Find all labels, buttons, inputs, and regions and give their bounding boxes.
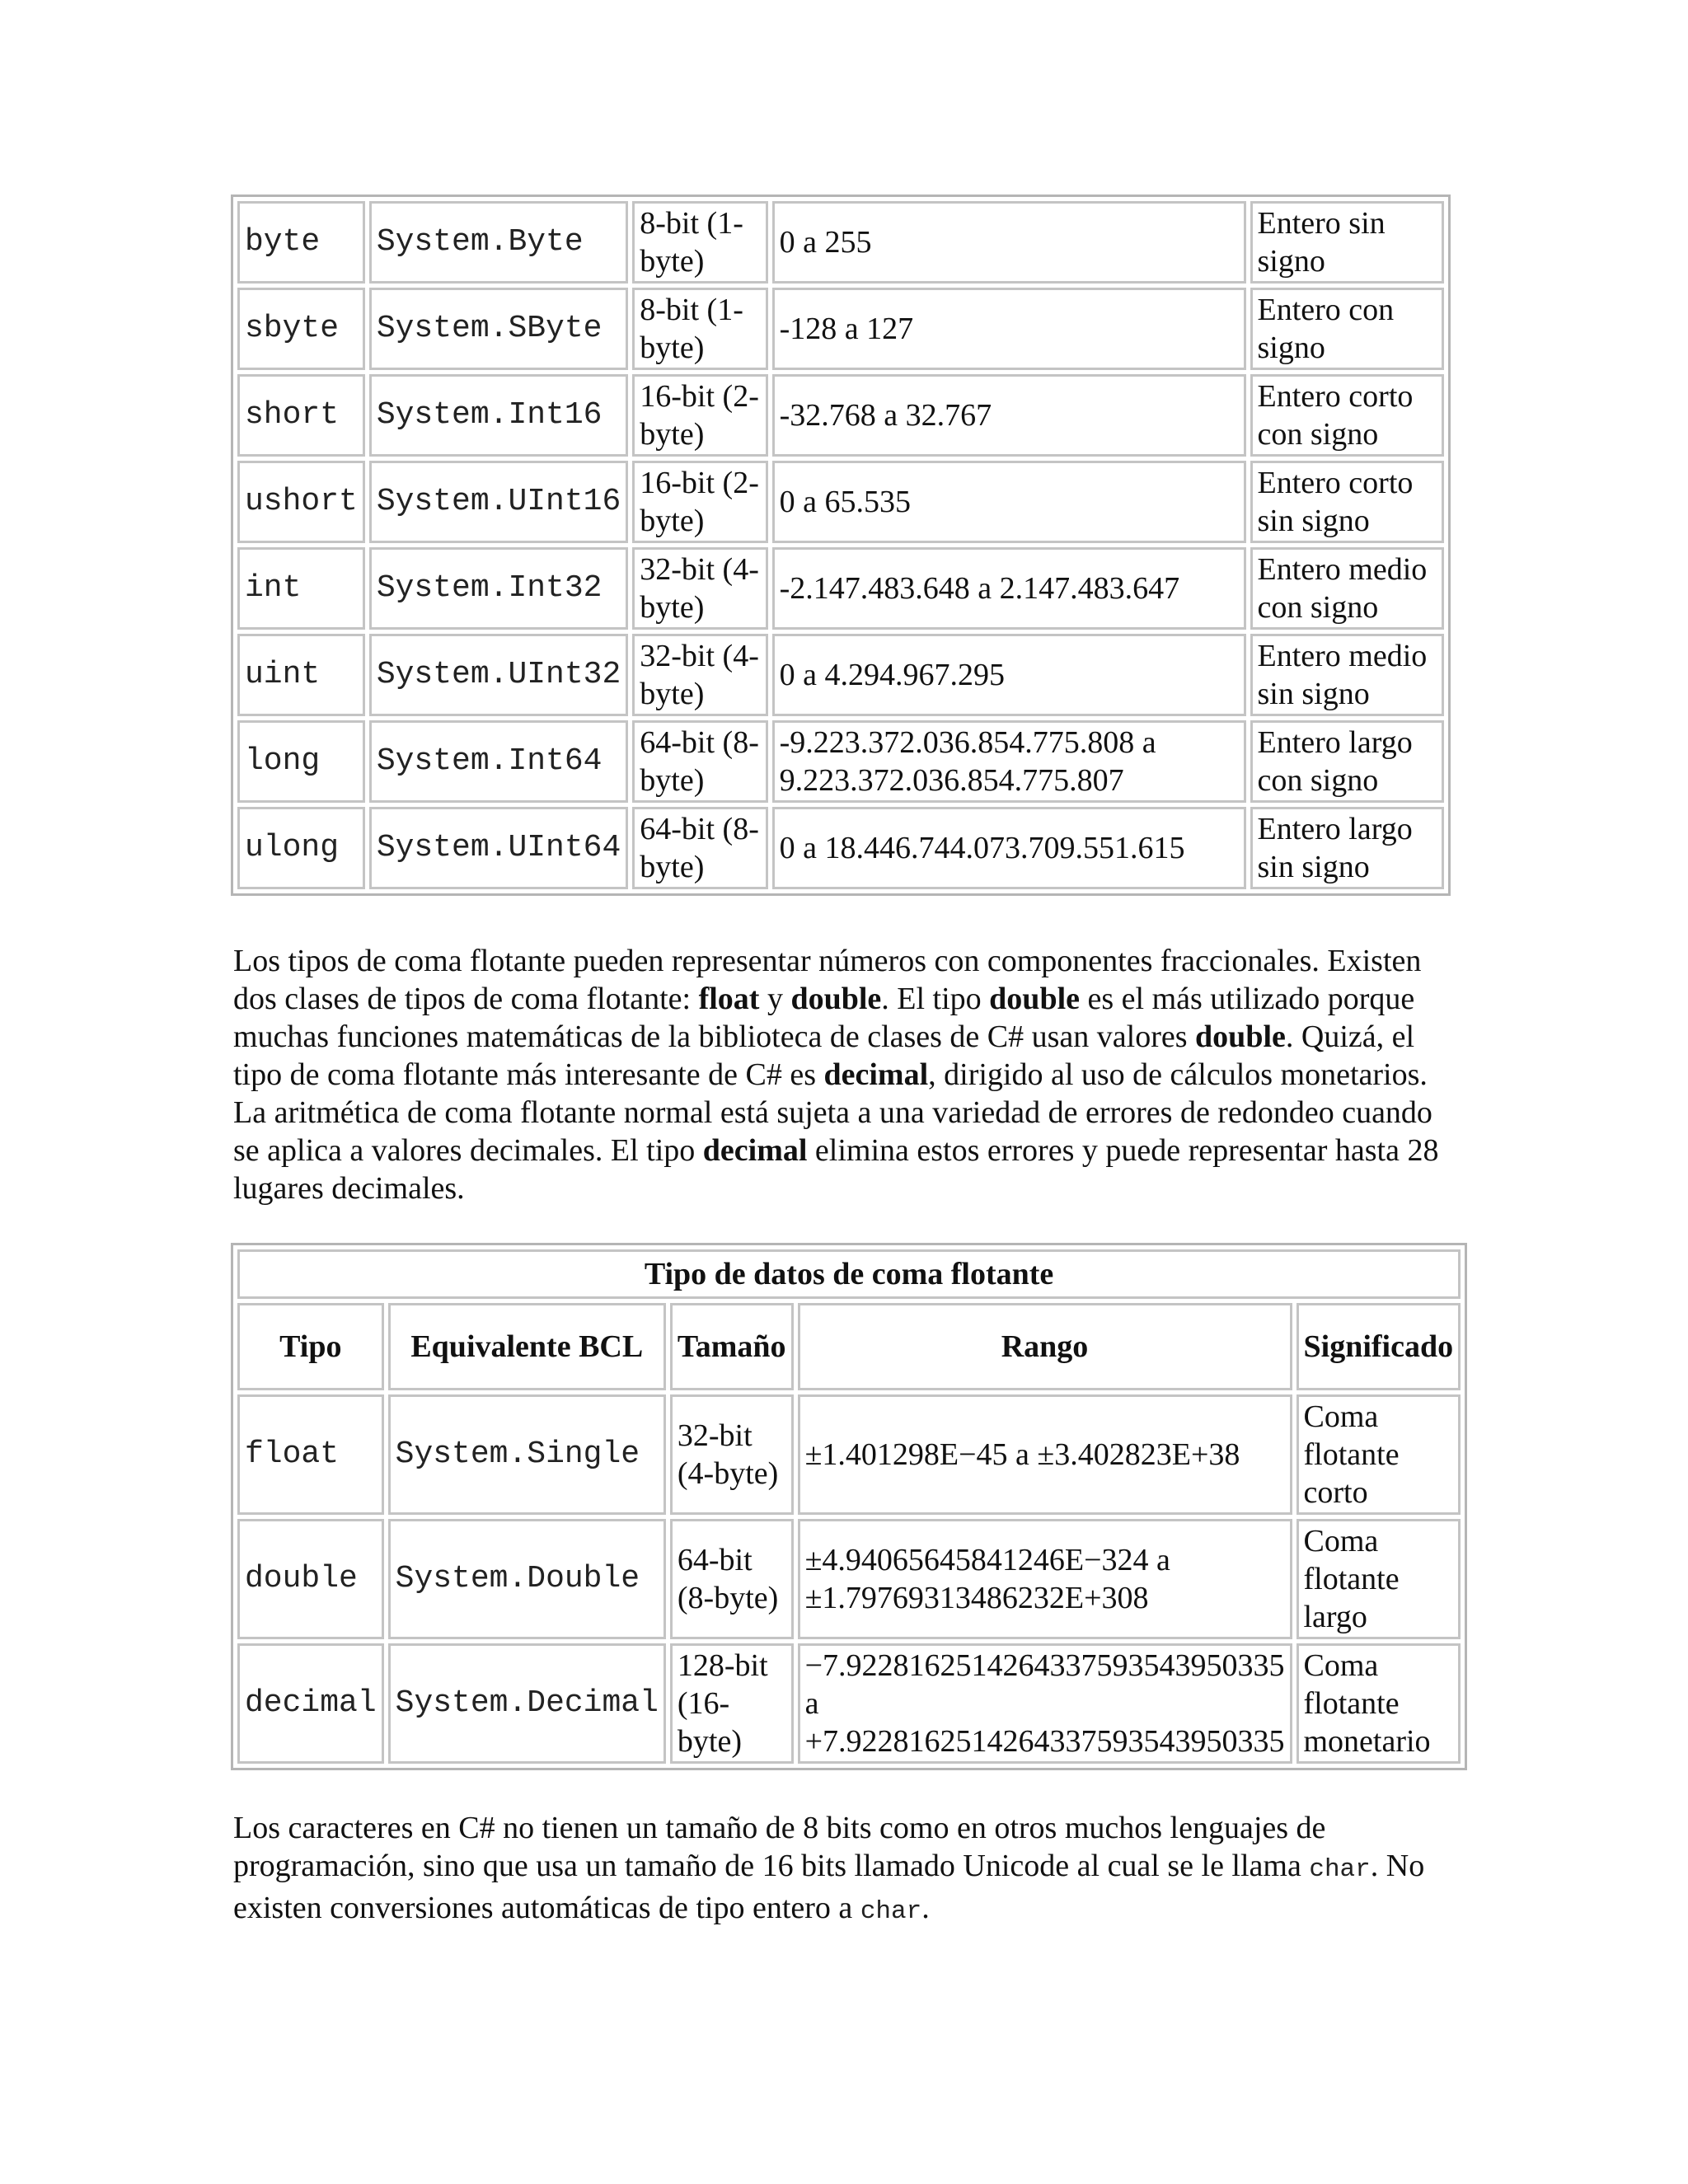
table-row (237, 461, 1444, 543)
type-cell: double (237, 1519, 384, 1639)
meaning-cell: Coma flotante largo (1296, 1519, 1461, 1639)
bcl-cell: System.UInt64 (369, 807, 628, 889)
bcl-cell: System.Byte (369, 201, 628, 284)
paragraph-text: elimina estos errores y puede representar hasta 28 lugares decimales. (233, 1133, 1439, 1206)
type-cell: int (237, 547, 365, 630)
char-paragraph (233, 1809, 1453, 1931)
size-cell: 16-bit (2-byte) (632, 374, 767, 457)
bcl-cell: System.Int64 (369, 720, 628, 803)
size-cell: 64-bit (8-byte) (632, 720, 767, 803)
meaning-cell: Entero largo con signo (1250, 720, 1444, 803)
type-cell: sbyte (237, 288, 365, 370)
table-caption: Tipo de datos de coma flotante (237, 1249, 1461, 1299)
bcl-cell: System.Single (388, 1394, 666, 1515)
range-cell: 0 a 255 (772, 201, 1246, 284)
bcl-cell: System.SByte (369, 288, 628, 370)
size-cell: 128-bit (16-byte) (670, 1643, 794, 1764)
size-cell: 8-bit (1-byte) (632, 201, 767, 284)
bcl-cell: System.Int16 (369, 374, 628, 457)
type-cell: float (237, 1394, 384, 1515)
paragraph-text: Los tipos de coma flotante pueden representar números con componentes fraccionales. Existen dos clases de tipos de coma flotante: (233, 944, 1422, 1016)
bcl-cell: System.Decimal (388, 1643, 666, 1764)
range-cell: 0 a 4.294.967.295 (772, 634, 1246, 716)
bcl-cell: System.Int32 (369, 547, 628, 630)
table-row (237, 547, 1444, 630)
keyword-double: double (989, 982, 1080, 1016)
bcl-cell: System.Double (388, 1519, 666, 1639)
column-header-significado: Significado (1296, 1303, 1461, 1390)
type-cell: byte (237, 201, 365, 284)
meaning-cell: Entero corto sin signo (1250, 461, 1444, 543)
meaning-cell: Entero largo sin signo (1250, 807, 1444, 889)
floating-point-paragraph (233, 942, 1453, 1207)
table-row (237, 1643, 1461, 1764)
keyword-decimal: decimal (702, 1133, 808, 1168)
bcl-cell: System.UInt32 (369, 634, 628, 716)
table-row (237, 720, 1444, 803)
floating-point-types-table (231, 1243, 1467, 1770)
paragraph-text: . El tipo (881, 982, 990, 1016)
paragraph-text: , dirigido al uso de cálculos monetarios. La aritmética de coma flotante normal está sujeta a una variedad de errores de redondeo cuando se aplica a valores decimales. El tipo (233, 1057, 1432, 1168)
table-header-row (237, 1303, 1461, 1390)
table-row (237, 807, 1444, 889)
meaning-cell: Entero corto con signo (1250, 374, 1444, 457)
size-cell: 32-bit (4-byte) (670, 1394, 794, 1515)
column-header-tipo: Tipo (237, 1303, 384, 1390)
integer-types-table (231, 194, 1451, 896)
meaning-cell: Entero con signo (1250, 288, 1444, 370)
paragraph-text: . Quizá, el tipo de coma flotante más interesante de C# es (233, 1019, 1415, 1092)
range-cell: 0 a 18.446.744.073.709.551.615 (772, 807, 1246, 889)
range-cell: ±4.94065645841246E−324 a ±1.79769313486232E+308 (798, 1519, 1292, 1639)
size-cell: 64-bit (8-byte) (670, 1519, 794, 1639)
table-row (237, 1394, 1461, 1515)
size-cell: 8-bit (1-byte) (632, 288, 767, 370)
meaning-cell: Entero medio sin signo (1250, 634, 1444, 716)
size-cell: 32-bit (4-byte) (632, 634, 767, 716)
range-cell: 0 a 65.535 (772, 461, 1246, 543)
type-cell: long (237, 720, 365, 803)
type-cell: short (237, 374, 365, 457)
column-header-bcl: Equivalente BCL (388, 1303, 666, 1390)
table-row (237, 201, 1444, 284)
range-cell: -128 a 127 (772, 288, 1246, 370)
size-cell: 32-bit (4-byte) (632, 547, 767, 630)
code-char: char (1309, 1855, 1371, 1884)
range-cell: -2.147.483.648 a 2.147.483.647 (772, 547, 1246, 630)
column-header-rango: Rango (798, 1303, 1292, 1390)
paragraph-text: . (921, 1891, 930, 1925)
keyword-decimal: decimal (823, 1057, 929, 1092)
paragraph-text: Los caracteres en C# no tienen un tamaño de 8 bits como en otros muchos lenguajes de programación, sino que usa un tamaño de 16 bits llamado Unicode al cual se le llama (233, 1811, 1326, 1883)
paragraph-text: . No existen conversiones automáticas de tipo entero a (233, 1849, 1425, 1925)
table-row (237, 374, 1444, 457)
keyword-double: double (1195, 1019, 1286, 1054)
range-cell: -32.768 a 32.767 (772, 374, 1246, 457)
paragraph-text: y (759, 982, 791, 1016)
code-char: char (860, 1897, 922, 1926)
meaning-cell: Coma flotante monetario (1296, 1643, 1461, 1764)
range-cell: −7.9228162514264337593543950335 a +7.9228162514264337593543950335 (798, 1643, 1292, 1764)
table-row (237, 288, 1444, 370)
keyword-double: double (790, 982, 882, 1016)
range-cell: ±1.401298E−45 a ±3.402823E+38 (798, 1394, 1292, 1515)
size-cell: 16-bit (2-byte) (632, 461, 767, 543)
table-row (237, 1519, 1461, 1639)
size-cell: 64-bit (8-byte) (632, 807, 767, 889)
keyword-float: float (698, 982, 760, 1016)
paragraph-text: es el más utilizado porque muchas funciones matemáticas de la biblioteca de clases de C# usan valores (233, 982, 1415, 1054)
meaning-cell: Entero medio con signo (1250, 547, 1444, 630)
type-cell: decimal (237, 1643, 384, 1764)
type-cell: ulong (237, 807, 365, 889)
table-row (237, 634, 1444, 716)
meaning-cell: Coma flotante corto (1296, 1394, 1461, 1515)
type-cell: ushort (237, 461, 365, 543)
column-header-tamano: Tamaño (670, 1303, 794, 1390)
range-cell: -9.223.372.036.854.775.808 a 9.223.372.036.854.775.807 (772, 720, 1246, 803)
meaning-cell: Entero sin signo (1250, 201, 1444, 284)
type-cell: uint (237, 634, 365, 716)
bcl-cell: System.UInt16 (369, 461, 628, 543)
